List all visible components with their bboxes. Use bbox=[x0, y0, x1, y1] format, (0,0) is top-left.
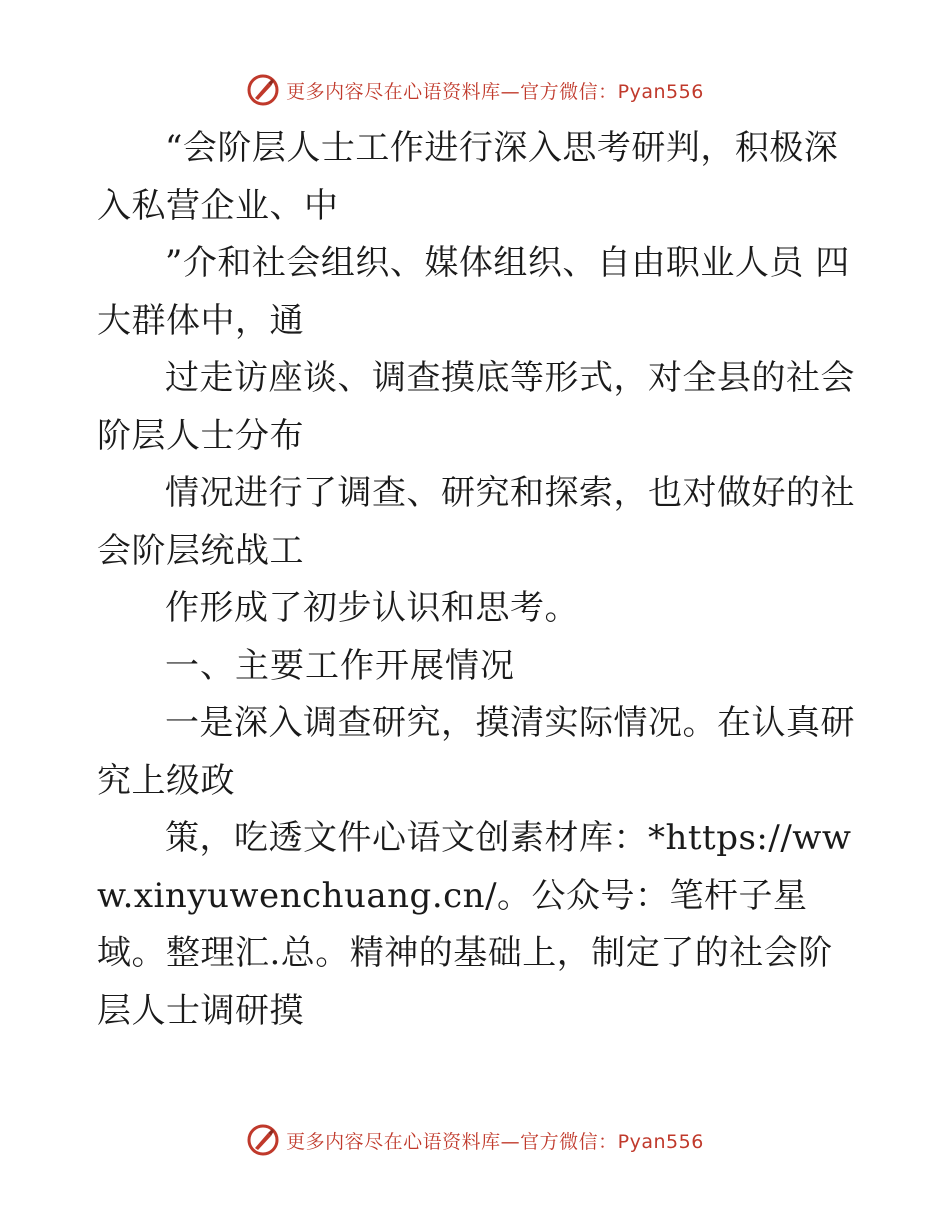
pen-quill-logo-icon bbox=[246, 1123, 280, 1157]
paragraph-4: 情况进行了调查、研究和探索，也对做好的社会阶层统战工 bbox=[97, 473, 855, 571]
paragraph-2: ”介和社会组织、媒体组织、自由职业人员 四大群体中，通 bbox=[97, 243, 850, 341]
document-body bbox=[97, 120, 857, 1040]
header-watermark-banner bbox=[0, 70, 950, 110]
footer-watermark-text: 更多内容尽在心语资料库—官方微信：Pyan556 bbox=[286, 1130, 704, 1153]
paragraph-7: 策，吃透文件心语文创素材库：*https://www.xinyuwenchuang.cn/。公众号：笔杆子星域。整理汇.总。精神的基础上，制定了的社会阶层人士调研摸 bbox=[97, 818, 852, 1031]
paragraph-3: 过走访座谈、调查摸底等形式，对全县的社会阶层人士分布 bbox=[97, 358, 855, 456]
paragraph-1: “会阶层人士工作进行深入思考研判，积极深入私营企业、中 bbox=[97, 128, 839, 226]
header-watermark-text: 更多内容尽在心语资料库—官方微信：Pyan556 bbox=[286, 80, 704, 103]
section-heading: 一、主要工作开展情况 bbox=[165, 645, 515, 686]
footer-watermark-banner bbox=[0, 1120, 950, 1160]
paragraph-6: 一是深入调查研究，摸清实际情况。在认真研究上级政 bbox=[97, 703, 855, 801]
pen-quill-logo-icon bbox=[246, 73, 280, 107]
paragraph-5: 作形成了初步认识和思考。 bbox=[165, 588, 579, 628]
